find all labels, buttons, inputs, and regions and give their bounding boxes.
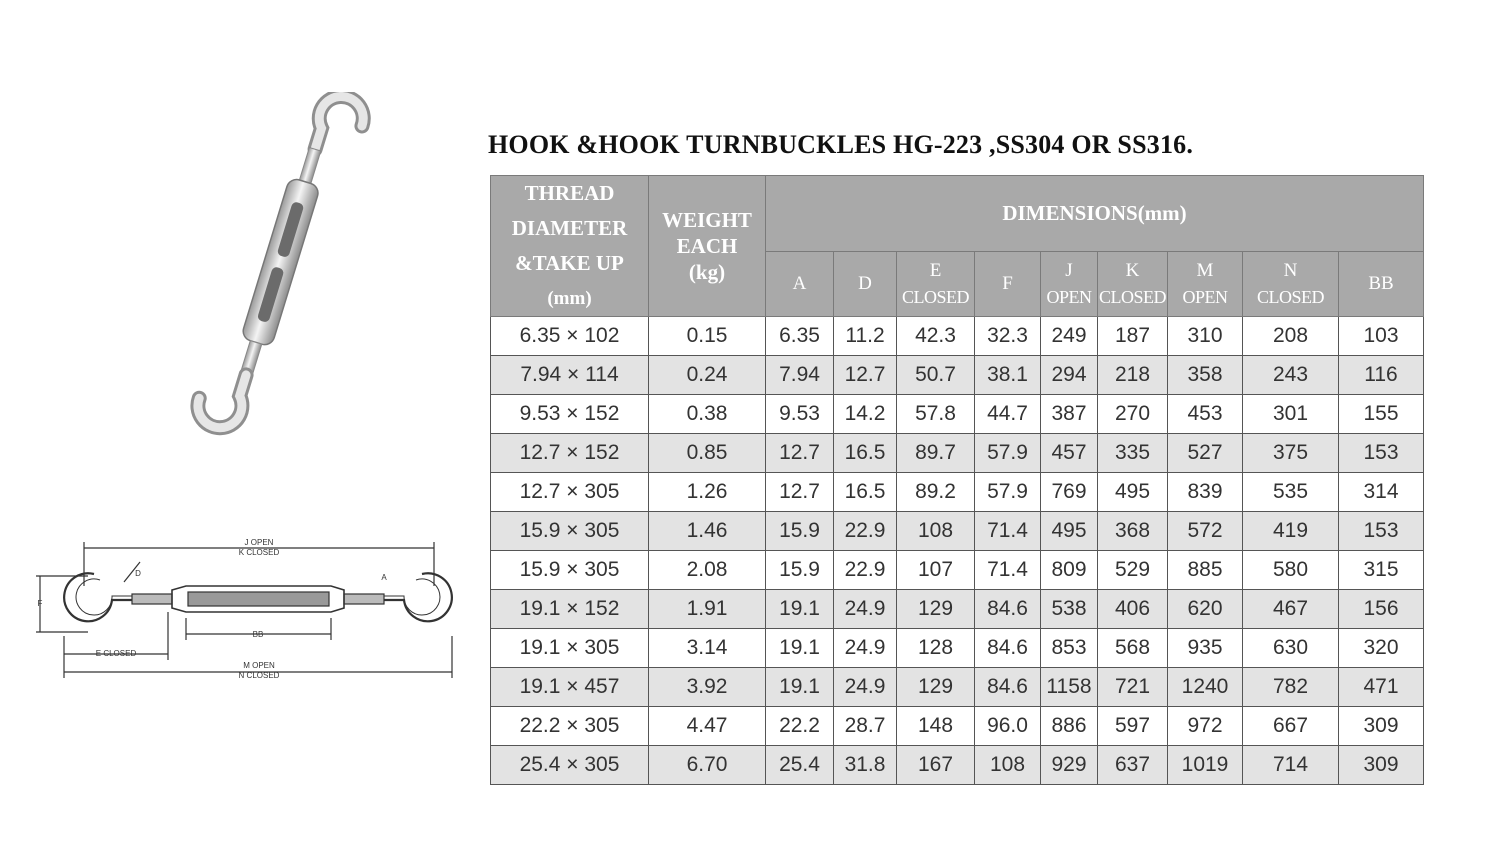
- header-dim-e: E CLOSED: [897, 251, 975, 316]
- table-cell: 972: [1168, 707, 1243, 746]
- table-cell: 1158: [1041, 668, 1098, 707]
- table-cell: 7.94 × 114: [491, 356, 649, 395]
- table-cell: 929: [1041, 746, 1098, 785]
- table-cell: 19.1 × 152: [491, 590, 649, 629]
- table-cell: 155: [1339, 395, 1424, 434]
- table-cell: 153: [1339, 434, 1424, 473]
- table-cell: 22.2 × 305: [491, 707, 649, 746]
- label-f: F: [37, 599, 43, 608]
- table-row: [491, 356, 1424, 395]
- table-cell: 24.9: [834, 629, 897, 668]
- table-cell: 12.7: [834, 356, 897, 395]
- table-cell: 19.1 × 457: [491, 668, 649, 707]
- table-cell: 453: [1168, 395, 1243, 434]
- table-cell: 15.9: [766, 512, 834, 551]
- table-cell: 7.94: [766, 356, 834, 395]
- spec-table: [490, 175, 1424, 785]
- table-cell: 16.5: [834, 434, 897, 473]
- table-cell: 12.7 × 305: [491, 473, 649, 512]
- table-cell: 637: [1098, 746, 1168, 785]
- table-cell: 25.4 × 305: [491, 746, 649, 785]
- table-cell: 44.7: [975, 395, 1041, 434]
- table-cell: 108: [897, 512, 975, 551]
- table-cell: 129: [897, 668, 975, 707]
- header-dim-j: J OPEN: [1041, 251, 1098, 316]
- table-cell: 218: [1098, 356, 1168, 395]
- table-cell: 15.9: [766, 551, 834, 590]
- table-cell: 301: [1243, 395, 1339, 434]
- table-cell: 457: [1041, 434, 1098, 473]
- table-cell: 0.24: [649, 356, 766, 395]
- table-cell: 156: [1339, 590, 1424, 629]
- table-cell: 527: [1168, 434, 1243, 473]
- table-cell: 406: [1098, 590, 1168, 629]
- table-cell: 310: [1168, 317, 1243, 356]
- table-cell: 387: [1041, 395, 1098, 434]
- table-row: [491, 512, 1424, 551]
- table-cell: 6.35 × 102: [491, 317, 649, 356]
- table-cell: 57.9: [975, 473, 1041, 512]
- table-cell: 853: [1041, 629, 1098, 668]
- table-cell: 15.9 × 305: [491, 512, 649, 551]
- table-cell: 84.6: [975, 590, 1041, 629]
- table-cell: 71.4: [975, 551, 1041, 590]
- table-cell: 108: [975, 746, 1041, 785]
- table-cell: 24.9: [834, 668, 897, 707]
- table-cell: 9.53 × 152: [491, 395, 649, 434]
- table-cell: 0.38: [649, 395, 766, 434]
- table-cell: 22.9: [834, 512, 897, 551]
- table-cell: 309: [1339, 707, 1424, 746]
- table-cell: 50.7: [897, 356, 975, 395]
- table-cell: 15.9 × 305: [491, 551, 649, 590]
- table-cell: 84.6: [975, 629, 1041, 668]
- table-cell: 96.0: [975, 707, 1041, 746]
- table-cell: 12.7 × 152: [491, 434, 649, 473]
- header-dim-f: F: [975, 251, 1041, 316]
- table-cell: 375: [1243, 434, 1339, 473]
- table-cell: 294: [1041, 356, 1098, 395]
- table-cell: 358: [1168, 356, 1243, 395]
- table-cell: 19.1: [766, 668, 834, 707]
- table-row: [491, 629, 1424, 668]
- table-cell: 89.2: [897, 473, 975, 512]
- table-cell: 12.7: [766, 434, 834, 473]
- table-cell: 885: [1168, 551, 1243, 590]
- table-cell: 529: [1098, 551, 1168, 590]
- table-cell: 57.8: [897, 395, 975, 434]
- table-cell: 31.8: [834, 746, 897, 785]
- header-dim-m: M OPEN: [1168, 251, 1243, 316]
- table-cell: 19.1: [766, 629, 834, 668]
- table-cell: 886: [1041, 707, 1098, 746]
- table-cell: 57.9: [975, 434, 1041, 473]
- table-cell: 572: [1168, 512, 1243, 551]
- table-cell: 25.4: [766, 746, 834, 785]
- label-m-open: M OPEN: [243, 661, 275, 670]
- table-cell: 839: [1168, 473, 1243, 512]
- table-row: [491, 668, 1424, 707]
- table-cell: 9.53: [766, 395, 834, 434]
- table-cell: 667: [1243, 707, 1339, 746]
- table-cell: 495: [1098, 473, 1168, 512]
- table-cell: 19.1 × 305: [491, 629, 649, 668]
- table-cell: 320: [1339, 629, 1424, 668]
- table-cell: 630: [1243, 629, 1339, 668]
- table-cell: 368: [1098, 512, 1168, 551]
- table-cell: 309: [1339, 746, 1424, 785]
- table-cell: 935: [1168, 629, 1243, 668]
- label-n-closed: N CLOSED: [238, 671, 280, 680]
- table-cell: 3.14: [649, 629, 766, 668]
- header-dim-d: D: [834, 251, 897, 316]
- table-cell: 580: [1243, 551, 1339, 590]
- table-cell: 782: [1243, 668, 1339, 707]
- table-cell: 538: [1041, 590, 1098, 629]
- table-row: [491, 551, 1424, 590]
- table-row: [491, 317, 1424, 356]
- label-e-closed: E CLOSED: [95, 649, 137, 658]
- table-cell: 107: [897, 551, 975, 590]
- turnbuckle-photo: [180, 92, 380, 437]
- table-cell: 1019: [1168, 746, 1243, 785]
- table-cell: 243: [1243, 356, 1339, 395]
- table-cell: 22.9: [834, 551, 897, 590]
- header-dimensions: DIMENSIONS(mm): [766, 176, 1424, 252]
- table-cell: 167: [897, 746, 975, 785]
- table-row: [491, 473, 1424, 512]
- table-row: [491, 746, 1424, 785]
- header-dim-bb: BB: [1339, 251, 1424, 316]
- table-cell: 11.2: [834, 317, 897, 356]
- table-cell: 28.7: [834, 707, 897, 746]
- table-cell: 4.47: [649, 707, 766, 746]
- table-cell: 270: [1098, 395, 1168, 434]
- table-cell: 1.46: [649, 512, 766, 551]
- table-cell: 335: [1098, 434, 1168, 473]
- table-cell: 0.85: [649, 434, 766, 473]
- page-title: HOOK &HOOK TURNBUCKLES HG-223 ,SS304 OR SS316.: [488, 130, 1194, 159]
- table-cell: 315: [1339, 551, 1424, 590]
- table-cell: 249: [1041, 317, 1098, 356]
- label-a: A: [381, 573, 387, 582]
- table-cell: 129: [897, 590, 975, 629]
- table-cell: 471: [1339, 668, 1424, 707]
- table-cell: 6.35: [766, 317, 834, 356]
- table-cell: 568: [1098, 629, 1168, 668]
- table-row: [491, 395, 1424, 434]
- label-bb: BB: [252, 630, 264, 639]
- table-cell: 116: [1339, 356, 1424, 395]
- table-cell: 84.6: [975, 668, 1041, 707]
- table-cell: 2.08: [649, 551, 766, 590]
- table-cell: 6.70: [649, 746, 766, 785]
- label-j-open: J OPEN: [244, 538, 274, 547]
- table-cell: 38.1: [975, 356, 1041, 395]
- table-cell: 721: [1098, 668, 1168, 707]
- label-d: D: [135, 569, 141, 578]
- table-cell: 714: [1243, 746, 1339, 785]
- table-cell: 103: [1339, 317, 1424, 356]
- table-cell: 1240: [1168, 668, 1243, 707]
- table-cell: 24.9: [834, 590, 897, 629]
- table-cell: 89.7: [897, 434, 975, 473]
- header-dim-a: A: [766, 251, 834, 316]
- table-cell: 153: [1339, 512, 1424, 551]
- table-cell: 1.91: [649, 590, 766, 629]
- table-cell: 19.1: [766, 590, 834, 629]
- header-thread-diameter: THREAD DIAMETER &TAKE UP (mm): [491, 176, 649, 317]
- table-cell: 1.26: [649, 473, 766, 512]
- header-dim-k: K CLOSED: [1098, 251, 1168, 316]
- label-k-closed: K CLOSED: [238, 548, 280, 557]
- table-cell: 809: [1041, 551, 1098, 590]
- header-weight: WEIGHT EACH (kg): [649, 176, 766, 317]
- table-cell: 71.4: [975, 512, 1041, 551]
- table-cell: 128: [897, 629, 975, 668]
- table-cell: 769: [1041, 473, 1098, 512]
- table-cell: 597: [1098, 707, 1168, 746]
- table-cell: 467: [1243, 590, 1339, 629]
- header-dim-n: N CLOSED: [1243, 251, 1339, 316]
- table-cell: 314: [1339, 473, 1424, 512]
- table-cell: 32.3: [975, 317, 1041, 356]
- table-cell: 495: [1041, 512, 1098, 551]
- table-cell: 535: [1243, 473, 1339, 512]
- table-cell: 3.92: [649, 668, 766, 707]
- table-row: [491, 707, 1424, 746]
- table-cell: 14.2: [834, 395, 897, 434]
- table-row: [491, 590, 1424, 629]
- table-cell: 0.15: [649, 317, 766, 356]
- table-cell: 419: [1243, 512, 1339, 551]
- table-cell: 16.5: [834, 473, 897, 512]
- table-cell: 187: [1098, 317, 1168, 356]
- table-row: [491, 434, 1424, 473]
- turnbuckle-drawing: [28, 536, 468, 686]
- table-cell: 620: [1168, 590, 1243, 629]
- table-cell: 148: [897, 707, 975, 746]
- table-cell: 12.7: [766, 473, 834, 512]
- table-cell: 208: [1243, 317, 1339, 356]
- table-cell: 22.2: [766, 707, 834, 746]
- table-cell: 42.3: [897, 317, 975, 356]
